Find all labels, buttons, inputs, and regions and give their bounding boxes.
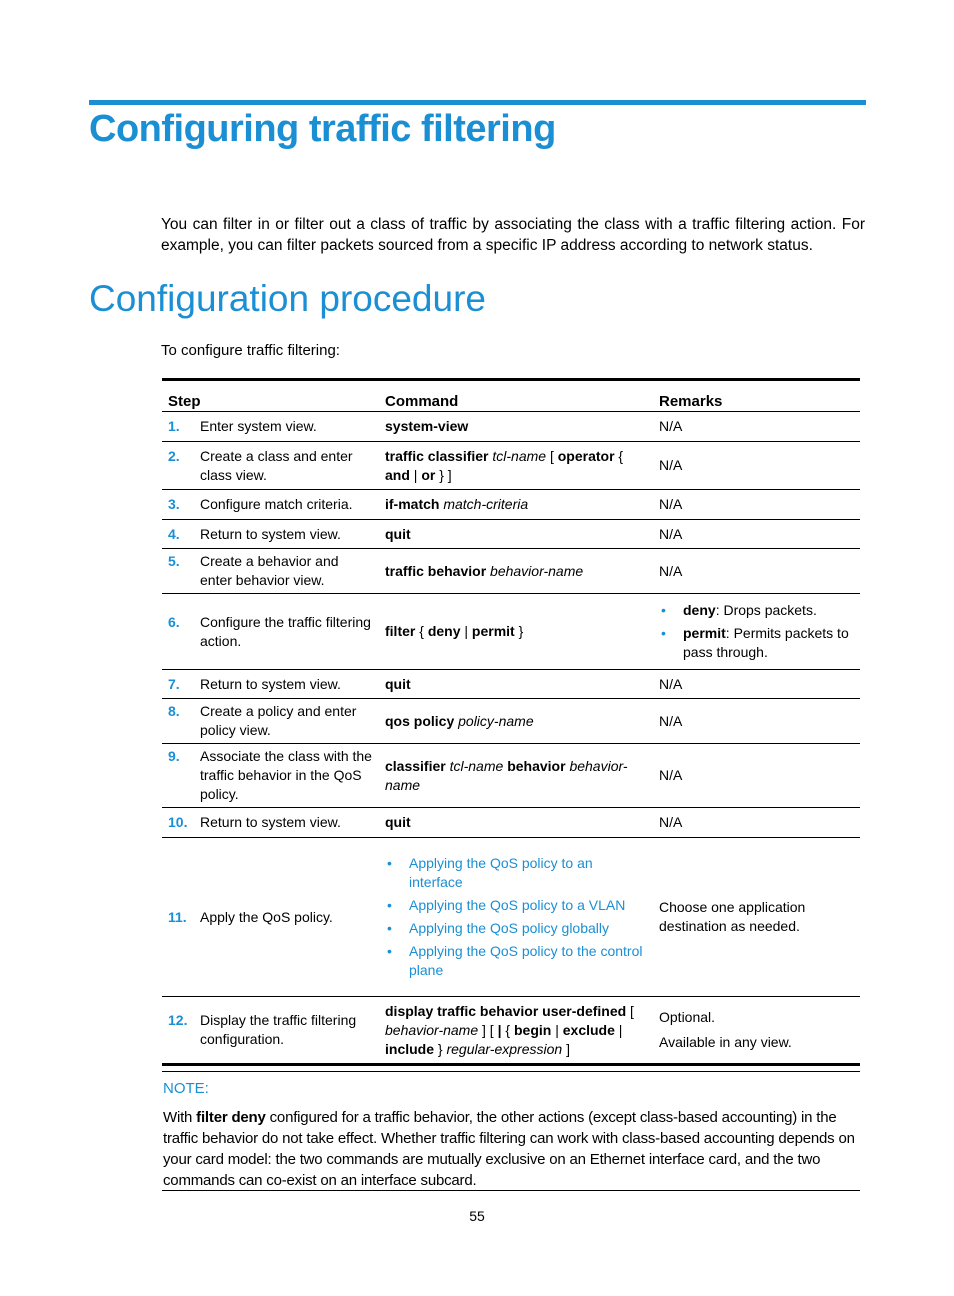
command-token: [	[626, 1002, 634, 1019]
command-token: ] [	[478, 1021, 498, 1038]
lead-text: To configure traffic filtering:	[161, 342, 340, 359]
command-link[interactable]: Applying the QoS policy to a VLAN	[409, 897, 626, 913]
command-cell	[379, 520, 653, 549]
step-number: 3.	[168, 496, 180, 512]
command-token: quit	[385, 675, 411, 692]
command-token: policy-name	[458, 712, 534, 729]
table-row	[162, 520, 860, 549]
remarks-term: permit	[683, 625, 726, 641]
step-cell	[162, 744, 379, 808]
table-row	[162, 490, 860, 520]
command-token: |	[409, 466, 422, 483]
command-token: filter	[385, 623, 416, 639]
command-token: quit	[385, 814, 411, 830]
step-cell	[162, 520, 379, 549]
remarks-cell	[653, 594, 860, 670]
chapter-title: Configuring traffic filtering	[89, 108, 556, 150]
command-token: tcl-name	[492, 447, 547, 464]
command-token: include	[385, 1040, 435, 1057]
step-cell	[162, 808, 379, 838]
command-token: display traffic behavior user-defined	[385, 1002, 627, 1019]
note-text	[163, 1107, 861, 1191]
command-token: |	[551, 1021, 563, 1038]
command-token: [	[546, 447, 558, 464]
step	[168, 675, 373, 694]
step	[168, 525, 373, 544]
command-cell	[379, 699, 653, 744]
command-token: }	[514, 623, 524, 639]
table-row	[162, 838, 860, 997]
step-cell	[162, 670, 379, 699]
step-cell	[162, 699, 379, 744]
command-token: behavior-name	[490, 562, 584, 579]
command-cell	[379, 490, 653, 520]
command-token: classifier	[385, 757, 446, 774]
step-number: 11.	[168, 908, 187, 925]
command-token: ]	[562, 1040, 570, 1057]
command-token: deny	[427, 623, 461, 639]
table-row	[162, 549, 860, 594]
command-token: behavior	[507, 757, 566, 774]
command-cell	[379, 549, 653, 594]
command-token: |	[614, 1021, 623, 1038]
remarks-cell: N/A	[653, 699, 860, 744]
step-description: Apply the QoS policy.	[200, 908, 333, 925]
command-token: or	[421, 466, 436, 483]
command-token: behavior-name	[385, 1021, 479, 1038]
step-cell	[162, 490, 379, 520]
step-number: 6.	[168, 613, 180, 630]
command-cell	[379, 442, 653, 490]
step-number: 9.	[168, 748, 180, 764]
command-token: operator	[557, 447, 615, 464]
step	[168, 747, 373, 804]
command-token: begin	[513, 1021, 552, 1038]
step	[168, 613, 373, 651]
step-cell	[162, 412, 379, 442]
table-row	[162, 699, 860, 744]
table-row	[162, 594, 860, 670]
note-run: configured for a traffic behavior, the other actions (except class-based accounting) in the traffic behavior do not take effect. Whether traffic filtering can work with class-based accounting depends on your card model: the two commands are mutually exclusive on an Ethernet interface card, and the two commands can co-exist on an interface subcard.	[163, 1109, 855, 1189]
command-token: and	[385, 466, 410, 483]
table-row	[162, 997, 860, 1065]
link-item	[385, 919, 647, 938]
step-description: Enter system view.	[200, 418, 317, 434]
intro-paragraph: You can filter in or filter out a class of traffic by associating the class with a traffic filtering action. For example, you can filter packets sourced from a specific IP address according to network status.	[161, 216, 865, 254]
command-token: regular-expression	[446, 1040, 563, 1057]
command-link[interactable]: Applying the QoS policy globally	[409, 920, 610, 936]
step	[168, 495, 373, 514]
remarks-desc: : Drops packets.	[715, 602, 817, 618]
table-row	[162, 808, 860, 838]
step-description: Display the traffic filtering configuration.	[200, 1012, 357, 1047]
remarks-line: Optional.	[659, 1009, 716, 1025]
link-item	[385, 896, 647, 915]
command-links	[385, 854, 647, 980]
remarks-list	[659, 601, 854, 662]
note-bottom-rule	[162, 1190, 860, 1191]
table-row	[162, 744, 860, 808]
step	[168, 1011, 373, 1049]
step-description: Configure the traffic filtering action.	[200, 613, 371, 649]
note-top-rule	[162, 1071, 860, 1072]
remarks-cell: N/A	[653, 549, 860, 594]
command-token: permit	[471, 623, 515, 639]
step-cell	[162, 838, 379, 997]
remarks-cell: Choose one application destination as needed.	[653, 838, 860, 997]
step-description: Create a class and enter class view.	[200, 447, 353, 483]
command-cell	[379, 670, 653, 699]
step-description: Associate the class with the traffic behavior in the QoS policy.	[200, 748, 372, 802]
remarks-item	[659, 624, 854, 662]
step-cell	[162, 549, 379, 594]
step-number: 1.	[168, 418, 180, 434]
table-row	[162, 412, 860, 442]
step	[168, 552, 373, 590]
link-item	[385, 942, 647, 980]
step-number: 10.	[168, 814, 188, 830]
command-token: qos policy	[385, 712, 455, 729]
command-cell	[379, 744, 653, 808]
step-cell	[162, 442, 379, 490]
command-token: if-match	[385, 496, 440, 512]
step-number: 5.	[168, 553, 180, 569]
link-item	[385, 854, 647, 892]
command-token: quit	[385, 525, 411, 542]
table-row	[162, 442, 860, 490]
command-link[interactable]: Applying the QoS policy to the control plane	[409, 943, 643, 978]
step-description: Return to system view.	[200, 814, 341, 830]
remarks-cell: N/A	[653, 744, 860, 808]
command-link[interactable]: Applying the QoS policy to an interface	[409, 855, 593, 890]
note-run: filter deny	[196, 1109, 266, 1126]
header-command: Command	[379, 380, 653, 412]
remarks-line: Available in any view.	[659, 1034, 792, 1050]
step-description: Return to system view.	[200, 675, 341, 692]
heading-rule	[89, 100, 866, 105]
remarks-cell: N/A	[653, 412, 860, 442]
command-token: tcl-name	[449, 757, 504, 774]
step-description: Create a behavior and enter behavior view.	[200, 553, 339, 588]
step-description: Return to system view.	[200, 525, 341, 542]
remarks-cell	[653, 997, 860, 1065]
command-token: traffic behavior	[385, 562, 487, 579]
table-body	[162, 412, 860, 1065]
remarks-cell: N/A	[653, 520, 860, 549]
command-token: {	[415, 623, 428, 639]
table-header-row	[162, 380, 860, 412]
remarks-item	[659, 601, 854, 620]
remarks-cell: N/A	[653, 670, 860, 699]
command-cell	[379, 838, 653, 997]
command-token: }	[434, 1040, 447, 1057]
step	[168, 702, 373, 740]
command-token: |	[460, 623, 472, 639]
remarks-desc: : Permits packets to pass through.	[683, 625, 849, 660]
command-token: exclude	[562, 1021, 615, 1038]
step-number: 2.	[168, 447, 180, 464]
step-cell	[162, 594, 379, 670]
procedure-table	[162, 378, 860, 1066]
page-number: 55	[469, 1208, 485, 1224]
header-remarks: Remarks	[653, 380, 860, 412]
command-token: system-view	[385, 418, 469, 434]
command-cell	[379, 997, 653, 1065]
step-number: 8.	[168, 703, 180, 719]
remarks-term: deny	[683, 602, 716, 618]
command-cell	[379, 594, 653, 670]
step	[168, 813, 373, 832]
step-cell	[162, 997, 379, 1065]
step	[168, 447, 373, 485]
command-token: behavior-name	[385, 757, 628, 793]
command-cell	[379, 412, 653, 442]
command-token: {	[614, 447, 624, 464]
command-token: traffic classifier	[385, 447, 489, 464]
step	[168, 417, 373, 436]
command-cell	[379, 808, 653, 838]
remarks-cell: N/A	[653, 490, 860, 520]
step-number: 12.	[168, 1012, 188, 1028]
step-number: 7.	[168, 675, 180, 692]
table-row	[162, 670, 860, 699]
step	[168, 908, 373, 927]
step-description: Create a policy and enter policy view.	[200, 703, 357, 738]
command-token: } ]	[435, 466, 452, 483]
step-description: Configure match criteria.	[200, 496, 353, 512]
step-number: 4.	[168, 525, 180, 542]
section-title: Configuration procedure	[89, 278, 486, 319]
command-token: match-criteria	[443, 496, 529, 512]
header-step: Step	[162, 380, 379, 412]
command-token: {	[501, 1021, 514, 1038]
note-label: NOTE:	[163, 1080, 209, 1097]
command-token: |	[497, 1021, 502, 1038]
note-run: With	[163, 1109, 197, 1126]
remarks-cell: N/A	[653, 442, 860, 490]
remarks-cell: N/A	[653, 808, 860, 838]
